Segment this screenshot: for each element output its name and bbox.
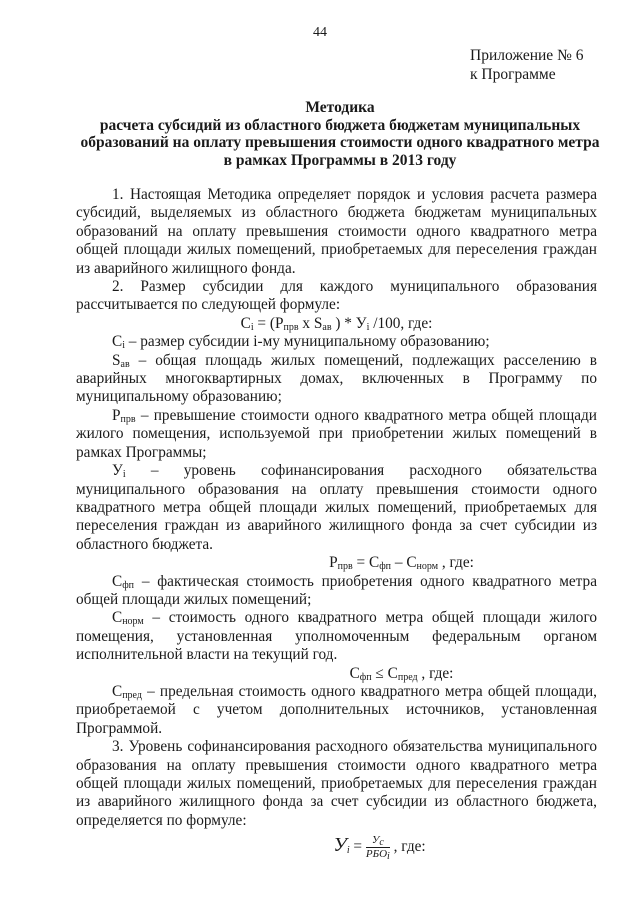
appendix-line-1: Приложение № 6 bbox=[470, 47, 584, 64]
formula-cofinancing: $У_i$ = $\frac{У_с}{РБО_i}$ , где: bbox=[333, 834, 426, 863]
title-line-1: Методика bbox=[305, 99, 375, 116]
page-number: 44 bbox=[313, 25, 327, 40]
appendix-line-2: к Программе bbox=[470, 66, 556, 83]
formula-subsidy: $С_i = (Р_{прв}$ х $S_{ав}$ ) * $У_i$ /100, где: bbox=[240, 314, 433, 333]
fraction: $\frac{У_с}{РБО_i}$ bbox=[365, 834, 390, 863]
title-line-3: образований на оплату превышения стоимости одного квадратного метра bbox=[80, 134, 600, 151]
definition-cfp: $С_{фп}$ – фактическая стоимость приобретения одного квадратного метра общей площади жилых помещений; bbox=[76, 572, 597, 608]
paragraph-3: 3. Уровень софинансирования расходного обязательства муниципального образования на оплату превышения стоимости одного квадратного метра общей площади жилых помещений, приобретаемых для переселения граждан из аварийного жилищного фонда за счет субсидии из областного бюджета, определяется по формуле: bbox=[76, 738, 597, 829]
definition-pprv: $Р_{прв}$ – превышение стоимости одного квадратного метра общей площади жилого помещения, используемой при приобретении жилых помещений в рамках Программы; bbox=[76, 406, 597, 461]
definition-yi: $У_i$ – уровень софинансирования расходного обязательства муниципального образования на оплату превышения стоимости одного квадратного метра общей площади жилых помещений, приобретаемых для переселения граждан из аварийного жилищного фонда за счет субсидии из областного бюджета. bbox=[76, 462, 597, 553]
title-line-2: расчета субсидий из областного бюджета бюджетам муниципальных bbox=[99, 116, 581, 134]
appendix-note bbox=[470, 46, 583, 84]
paragraph-1: 1. Настоящая Методика определяет порядок и условия расчета размера субсидий, выделяемых из областного бюджета бюджетам муниципальных образований на оплату превышения стоимости одного квадратного метра общей площади жилых помещений, приобретаемых для переселения граждан из аварийного жилищного фонда. bbox=[76, 186, 597, 277]
definition-sav: $S_{ав}$ – общая площадь жилых помещений, подлежащих расселению в аварийных многоквартирных домах, включенных в Программу по муниципальному образованию; bbox=[76, 351, 597, 406]
document-body bbox=[76, 186, 597, 861]
definition-cpred: $С_{пред}$ – предельная стоимость одного квадратного метра общей площади, приобретаемой с учетом дополнительных источников, установленная Программой. bbox=[76, 682, 597, 737]
formula-excess: $Р_{прв} = С_{фп} - С_{норм}$ , где: bbox=[329, 554, 474, 573]
definition-ci: $С_i$ – размер субсидии i-му муниципальному образованию; bbox=[112, 333, 490, 352]
paragraph-2: 2. Размер субсидии для каждого муниципального образования рассчитывается по следующей формуле: bbox=[76, 278, 597, 314]
formula-limit: $С_{фп} \le С_{пред}$ , где: bbox=[349, 664, 454, 683]
title-line-4: в рамках Программы в 2013 году bbox=[223, 151, 457, 169]
document-title bbox=[80, 99, 600, 169]
definition-cnorm: $С_{норм}$ – стоимость одного квадратного метра общей площади жилого помещения, установленная уполномоченным федеральным органом исполнительной власти на текущий год. bbox=[76, 609, 597, 664]
